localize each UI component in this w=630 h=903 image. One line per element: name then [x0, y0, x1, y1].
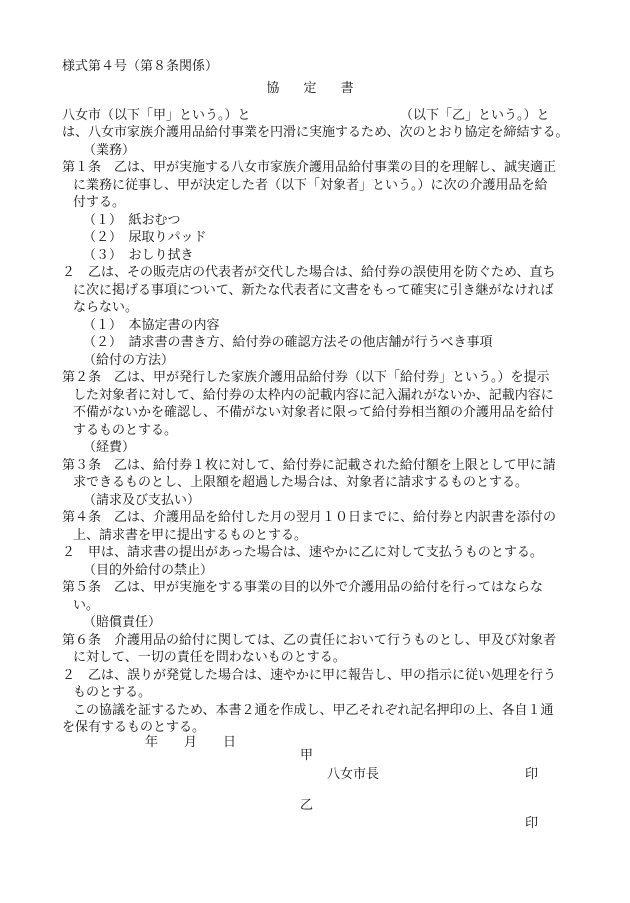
article-1-line-2: に業務に従事し、甲が決定した者（以下「対象者」という。）に次の介護用品を給 — [73, 178, 548, 193]
signature-date: 年 月 日 — [145, 735, 237, 750]
article-4-line-1: 第４条 乙は、介護用品を給付した月の翌月１０日までに、給付券と内訳書を添付の — [62, 510, 557, 525]
article-6-para-2-line-2: ものとする。 — [73, 685, 152, 700]
closing-line-2: を保有するものとする。 — [62, 720, 206, 735]
article-2-line-4: するものとする。 — [73, 423, 178, 438]
list-item: （１） 本協定書の内容 — [83, 318, 220, 333]
heading-gyomu: （業務） — [83, 143, 136, 158]
article-5-line-2: い。 — [73, 598, 100, 613]
article-6-line-1: 第６条 介護用品の給付に関しては、乙の責任において行うものとし、甲及び対象者 — [62, 633, 557, 648]
list-item: （１） 紙おむつ — [83, 213, 181, 228]
heading-seikyu: （請求及び支払い） — [83, 493, 201, 508]
article-3-line-2: 求できるものとし、上限額を超過した場合は、対象者に請求するものとする。 — [73, 475, 529, 490]
party-a-name: 八女市長 — [327, 767, 380, 782]
article-1-para-2-line-3: ならない。 — [73, 300, 139, 315]
article-4-para-2: ２ 甲は、請求書の提出があった場合は、速やかに乙に対して支払うものとする。 — [62, 545, 543, 560]
article-4-line-2: 上、請求書を甲に提出するものとする。 — [73, 528, 308, 543]
list-item: （２） 尿取りパッド — [83, 230, 207, 245]
seal-mark-b: 印 — [525, 816, 539, 831]
form-label: 様式第４号（第８条関係） — [62, 59, 219, 74]
heading-kyufu-houhou: （給付の方法） — [83, 353, 175, 368]
article-2-line-3: 不備がないかを確認し、不備がない対象者に限って給付券相当額の介護用品を給付 — [73, 405, 555, 420]
heading-mokutekigai: （目的外給付の禁止） — [83, 563, 214, 578]
list-item: （２） 請求書の書き方、給付券の確認方法その他店舗が行うべき事項 — [83, 335, 493, 350]
article-5-line-1: 第５条 乙は、甲が実施をする事業の目的以外で介護用品の給付を行ってはならな — [62, 580, 544, 595]
party-a-label: 甲 — [300, 748, 314, 763]
article-3-line-1: 第３条 乙は、給付券１枚に対して、給付券に記載された給付額を上限として甲に請 — [62, 458, 556, 473]
article-1-para-2-line-2: に次に掲げる事項について、新たな代表者に文書をもって確実に引き継がなければ — [73, 283, 554, 298]
article-6-para-2-line-1: ２ 乙は、誤りが発覚した場合は、速やかに甲に報告し、甲の指示に従い処理を行う — [62, 668, 557, 683]
intro-line-2: は、八女市家族介護用品給付事業を円滑に実施するため、次のとおり協定を締結する。 — [62, 125, 569, 140]
list-item: （３） おしり拭き — [83, 248, 194, 263]
seal-mark-a: 印 — [525, 767, 539, 782]
article-1-line-3: 付する。 — [73, 195, 126, 210]
article-1-line-1: 第１条 乙は、甲が実施する八女市家族介護用品給付事業の目的を理解し、誠実適正 — [62, 160, 557, 175]
document-title: 協 定 書 — [266, 81, 364, 96]
heading-keihi: （経費） — [83, 440, 136, 455]
article-1-para-2-line-1: ２ 乙は、その販売店の代表者が交代した場合は、給付券の誤使用を防ぐため、直ち — [62, 265, 556, 280]
article-2-line-1: 第２条 乙は、甲が発行した家族介護用品給付券（以下「給付券」という。）を提示 — [62, 370, 550, 385]
article-2-line-2: した対象者に対して、給付券の太枠内の記載内容に記入漏れがないか、記載内容に — [73, 388, 554, 403]
article-6-line-2: に対して、一切の責任を問わないものとする。 — [73, 650, 346, 665]
intro-line-1: 八女市（以下「甲」という。）と （以下「乙」という。）と — [62, 108, 550, 123]
closing-line-1: この協議を証するため、本書２通を作成し、甲乙それぞれ記名押印の上、各自１通 — [73, 703, 554, 718]
party-b-label: 乙 — [300, 798, 314, 813]
heading-baisho: （賠償責任） — [83, 615, 162, 630]
